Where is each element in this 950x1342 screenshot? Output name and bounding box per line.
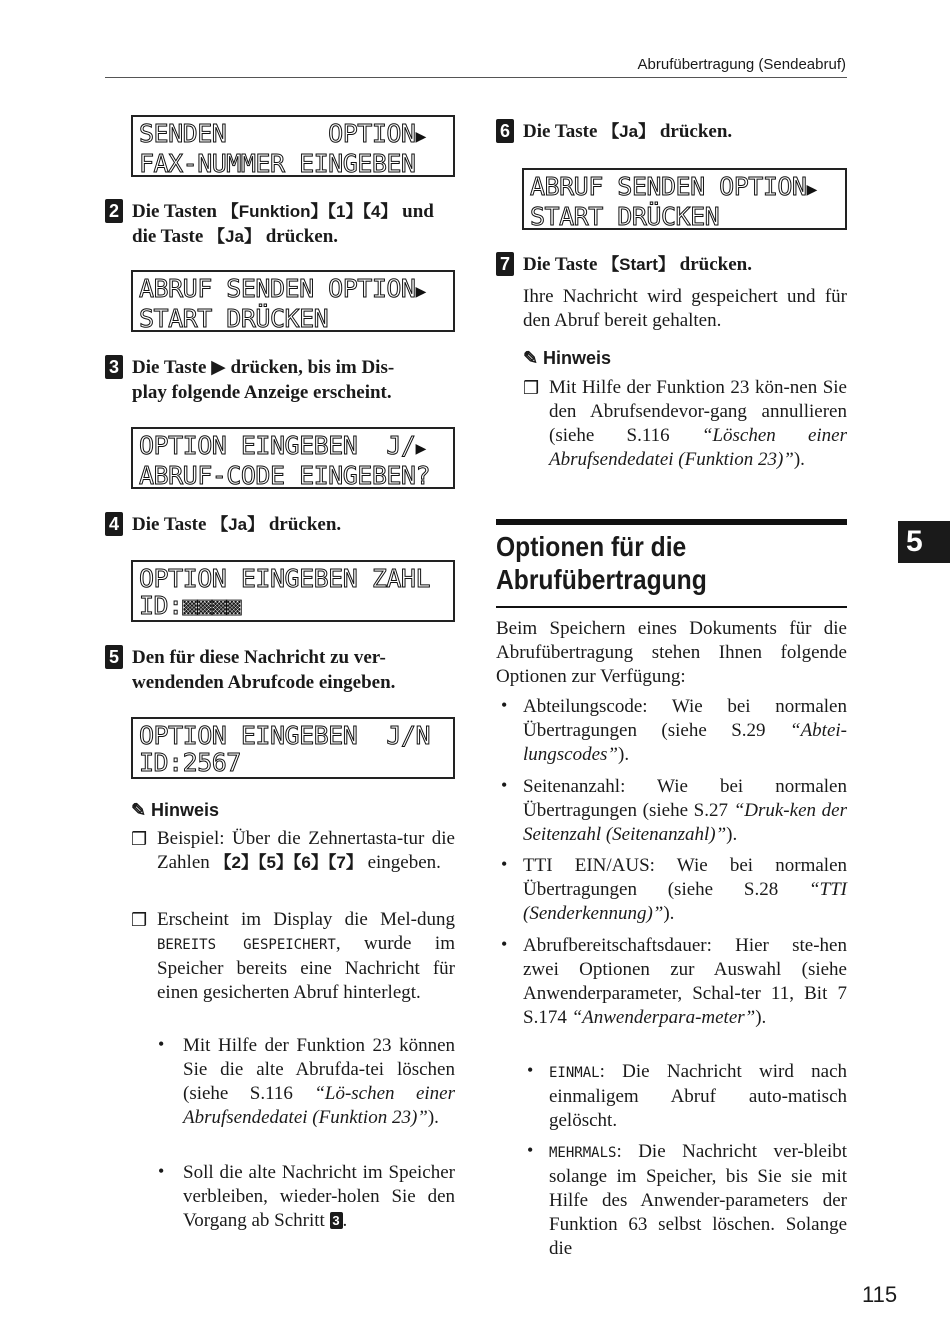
hinweis-text: ). (793, 449, 805, 470)
hinweis-heading (131, 800, 219, 821)
pencil-icon: ✎ (523, 348, 539, 368)
lcd-display-abruf-senden-start (522, 168, 847, 230)
option-text: ). (755, 1007, 767, 1028)
lcd-line: START DRÜCKEN (530, 202, 720, 230)
step-text-part: drücken. (264, 514, 342, 535)
bullet-icon: • (501, 854, 508, 874)
header-rule (105, 77, 847, 78)
option-text: : Die Nachricht wird nach einmaligem Abruf auto-matisch gelöscht. (549, 1061, 847, 1131)
lcd-display-senden-option (131, 115, 455, 177)
page-number: 115 (862, 1282, 898, 1307)
setting-value: MEHRMALS (549, 1145, 617, 1161)
lcd-line: OPTION EINGEBEN J/N (139, 721, 431, 750)
step-text (523, 119, 848, 144)
hinweis-item (549, 376, 847, 472)
step-number: 7 (496, 252, 514, 276)
hinweis-item-2 (157, 908, 455, 1005)
hinweis-subitem-2 (183, 1161, 455, 1233)
lcd-line: ID:2567 (139, 748, 241, 777)
step-text (523, 252, 848, 277)
cross-reference: “Abtei-lungscodes” (523, 720, 847, 765)
hinweis-text: . (342, 1210, 348, 1231)
running-header: Abrufübertragung (Sendeabruf) (637, 56, 846, 73)
hinweis-text: , wurde im Speicher bereits eine Nachricht für einen gesicherten Abruf hinterlegt. (157, 933, 455, 1003)
hinweis-item-1 (157, 827, 455, 875)
lcd-display-id-entry (131, 560, 455, 622)
option-text: Seitenanzahl: Wie bei normalen Übertragungen (siehe S.27 (523, 776, 847, 821)
hinweis-text: Mit Hilfe der Funktion 23 kön-nen Sie den Abrufsendevor-gang annullieren (siehe S.116 (549, 377, 847, 446)
lcd-display-abruf-senden (131, 270, 455, 332)
step-text (132, 355, 457, 405)
step-text (132, 199, 457, 249)
lcd-line: OPTION EINGEBEN ZAHL (139, 564, 431, 593)
option-tti (523, 854, 847, 926)
cross-reference: “Lö-schen einer Abrufsendedatei (Funktion 23)” (183, 1083, 455, 1128)
step-text-part: Die Taste (523, 121, 603, 142)
display-message: BEREITS GESPEICHERT (157, 937, 336, 953)
hinweis-heading (523, 348, 611, 369)
key-ja: 【Ja】 (211, 515, 265, 534)
step-text-part: und (397, 201, 434, 222)
setting-value: EINMAL (549, 1065, 600, 1081)
hinweis-text: Mit Hilfe der Funktion 23 können Sie die alte Abrufda-tei löschen (siehe S.116 (183, 1035, 455, 1104)
step-text-part: drücken. (674, 254, 752, 275)
right-triangle-icon: ▶ (415, 126, 426, 147)
cross-reference: “Druk-ken der Seitenzahl (Seitenanzahl)” (523, 800, 848, 845)
key-digits: 【2】【5】【6】【7】 (214, 853, 363, 872)
key-start: 【Start】 (602, 255, 675, 274)
section-title-line: Optionen für die (496, 531, 687, 562)
bullet-icon: • (501, 934, 508, 954)
key-ja: 【Ja】 (602, 122, 656, 141)
step-line: wendenden Abrufcode eingeben. (132, 672, 396, 693)
lcd-line: ABRUF-CODE EINGEBEN? (139, 461, 431, 489)
bullet-icon: • (501, 695, 508, 715)
checkbox-icon: ❒ (131, 910, 148, 930)
step-number: 5 (105, 645, 123, 669)
hinweis-text: ). (427, 1107, 439, 1128)
option-text: Abteilungscode: Wie bei normalen Übertragungen (siehe S.29 (523, 696, 847, 741)
lcd-line: ID:▩▩▩▩ (139, 591, 241, 620)
step-line: play folgende Anzeige erscheint. (132, 382, 392, 403)
bullet-icon: • (527, 1060, 534, 1080)
hinweis-title: Hinweis (543, 348, 612, 368)
section-intro: Beim Speichern eines Dokuments für die Abrufübertragung stehen Ihnen folgende Optionen zur Verfügung: (496, 618, 847, 687)
section-top-bar (496, 519, 847, 525)
option-seitenanzahl (523, 775, 847, 847)
bullet-icon: • (501, 775, 508, 795)
hinweis-subitem-1 (183, 1034, 455, 1130)
step-text-part: Die Taste (132, 514, 212, 535)
step-7-body: Ihre Nachricht wird gespeichert und für den Abruf bereit gehalten. (523, 286, 847, 331)
step-text-part: drücken. (260, 226, 339, 247)
option-text: : Die Nachricht ver-bleibt solange im Speicher, bis Sie sie mit Hilfe des Anwender-parameters der Funktion 63 selbst löschen. Solange die (549, 1141, 847, 1259)
pencil-icon: ✎ (131, 800, 147, 820)
right-triangle-icon: ▶ (415, 281, 426, 302)
hinweis-text: Beispiel: Über die Zehnertasta-tur die Zahlen (157, 828, 455, 873)
hinweis-text: eingeben. (362, 852, 441, 873)
step-number: 4 (105, 512, 123, 536)
step-text-part: Die Taste (523, 254, 603, 275)
lcd-line: OPTION EINGEBEN J/ (139, 431, 416, 460)
step-number: 3 (105, 355, 123, 379)
right-triangle-icon: ▶ (415, 438, 426, 459)
chapter-tab: 5 (898, 521, 950, 563)
lcd-line: START DRÜCKEN (139, 304, 329, 332)
step-text-part: drücken. (655, 121, 733, 142)
section-title (496, 530, 707, 596)
lcd-display-option-eingeben (131, 427, 455, 489)
key-ja: 【Ja】 (208, 227, 261, 246)
step-reference: 3 (330, 1212, 343, 1229)
step-text-part: die Taste (132, 226, 209, 247)
option-text: TTI EIN/AUS: Wie bei normalen Übertragungen (siehe S.28 (523, 855, 847, 900)
option-text: ). (726, 824, 738, 845)
step-text-part: Die Tasten (132, 201, 222, 222)
section-title-line: Abrufübertragung (496, 564, 707, 595)
cross-reference: “Löschen einer Abrufsendedatei (Funktion 23)” (549, 425, 848, 470)
checkbox-icon: ❒ (523, 378, 540, 398)
lcd-line: FAX-NUMMER EINGEBEN (139, 149, 416, 177)
option-text: ). (618, 744, 630, 765)
hinweis-text: Soll die alte Nachricht im Speicher verbleiben, wieder-holen Sie den Vorgang ab Schritt (183, 1162, 455, 1231)
option-abrufbereitschaftsdauer (523, 934, 847, 1030)
lcd-line: ABRUF SENDEN OPTION (530, 172, 807, 201)
option-abteilungscode (523, 695, 847, 767)
option-text: Abrufbereitschaftsdauer: Hier ste-hen zwei Optionen zur Auswahl (siehe Anwenderparameter, Schal-ter 11, Bit 7 S.174 (523, 935, 847, 1028)
suboption-einmal (549, 1060, 847, 1133)
hinweis-text: Erscheint im Display die Mel-dung (157, 909, 455, 930)
step-line: Die Taste ▶ drücken, bis im Dis- (132, 357, 395, 378)
step-text (132, 512, 457, 537)
lcd-line: ABRUF SENDEN OPTION (139, 274, 416, 303)
section-rule (496, 606, 847, 608)
lcd-display-id-2567 (131, 717, 455, 779)
lcd-line: SENDEN OPTION (139, 119, 416, 148)
bullet-icon: • (158, 1161, 165, 1181)
cross-reference: “Anwenderpara-meter” (571, 1007, 756, 1028)
cross-reference: “TTI (Senderkennung)” (523, 879, 847, 924)
step-text (132, 645, 457, 695)
step-line: Den für diese Nachricht zu ver- (132, 647, 386, 668)
step-number: 2 (105, 199, 123, 223)
option-text: ). (663, 903, 675, 924)
hinweis-title: Hinweis (151, 800, 220, 820)
key-funktion-1-4: 【Funktion】【1】【4】 (221, 202, 398, 221)
right-triangle-icon: ▶ (806, 179, 817, 200)
bullet-icon: • (158, 1034, 165, 1054)
bullet-icon: • (527, 1140, 534, 1160)
step-number: 6 (496, 119, 514, 143)
suboption-mehrmals (549, 1140, 847, 1261)
checkbox-icon: ❒ (131, 829, 148, 849)
